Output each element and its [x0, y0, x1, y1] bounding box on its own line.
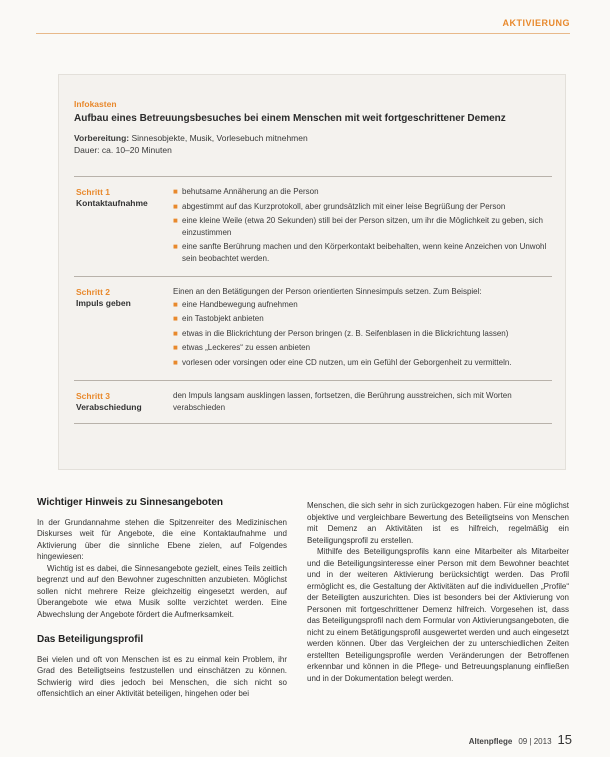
step-heading [74, 381, 171, 423]
step-bullet-text: eine kleine Weile (etwa 20 Sekunden) still bei der Person sitzen, um ihr die Möglichkeit zu geben, sich einzustimmen [182, 216, 543, 237]
duration-line [74, 144, 308, 156]
info-box-label: Infokasten [74, 99, 117, 109]
bullet-icon: ■ [173, 357, 178, 367]
bullet-icon: ■ [173, 299, 178, 309]
step-bullet-text: behutsame Annäherung an die Person [182, 187, 319, 196]
magazine-name: Altenpflege [468, 737, 513, 746]
step-number: Schritt 2 [76, 287, 111, 297]
right-paragraph-1: Menschen, die sich sehr in sich zurückgezogen haben. Für eine möglichst objektive und vergleichbare Bewertung des Beteiligtseins von Menschen mit Demenz an Aktivitäten ist es hilfreich, regelmäßig ein Beteiligungsprofil zu erstellen. [307, 501, 569, 545]
step-name: Verabschiedung [76, 402, 142, 412]
step-heading [74, 177, 171, 276]
issue-label: 09 | 2013 [518, 737, 552, 746]
step-bullet [173, 357, 548, 369]
step-bullet-text: eine sanfte Berührung machen und den Körperkontakt beibehalten, wenn keine Anzeichen von Unwohl sein beobachtet werden. [182, 242, 547, 263]
profile-heading: Das Beteiligungsprofil [37, 634, 144, 645]
step-body [171, 177, 552, 276]
step-row [74, 276, 552, 380]
info-box-meta [74, 132, 308, 156]
left-column [37, 497, 287, 700]
bullet-icon: ■ [173, 242, 178, 251]
step-bullet-text: abgestimmt auf das Kurzprotokoll, aber grundsätzlich mit einer leise Begrüßung der Person [182, 201, 506, 211]
info-box-title: Aufbau eines Betreuungsbesuches bei einem Menschen mit weit fortgeschrittener Demenz [74, 113, 506, 124]
step-bullet-text: etwas in die Blickrichtung der Person bringen (z. B. Seifenblasen in die Blickrichtung lassen) [182, 328, 509, 338]
steps-table [74, 176, 552, 424]
section-tag: AKTIVIERUNG [502, 18, 570, 28]
step-bullet [173, 313, 548, 325]
info-box [58, 74, 566, 470]
step-row [74, 176, 552, 276]
header-rule [36, 33, 570, 34]
step-bullet-text: ein Tastobjekt anbieten [182, 314, 264, 323]
bullet-icon: ■ [173, 314, 178, 323]
step-number: Schritt 3 [76, 391, 111, 401]
step-bullet-text: vorlesen oder vorsingen oder eine CD nutzen, um ein Gefühl der Geborgenheit zu vermitteln. [182, 357, 512, 367]
step-bullet [173, 342, 548, 354]
bullet-icon: ■ [173, 328, 178, 338]
bullet-icon: ■ [173, 216, 178, 225]
step-bullet [173, 201, 548, 213]
preparation-value: Sinnesobjekte, Musik, Vorlesebuch mitnehmen [131, 133, 308, 143]
step-bullet [173, 186, 548, 198]
right-paragraph-2: Mithilfe des Beteiligungsprofils kann eine Mitarbeiter als Mitarbeiter und die Beteiligungsinteresse einer Person mit dem Bewohner beachtet und in der weiteren Aktivierung berücksichtigt werden. Das Profil ermöglicht es, die Gestaltung der Aktivitäten auf die individuellen „Profile“ der Beteiligten auszurichten. Dies ist besonders bei der Aktivierung von Personen mit fortgeschrittener Demenz hilfreich. Vorgesehen ist, dass das Beteiligungsprofil nach dem Formular von Aktivierungsangeboten, die nicht zu einem Betätigungsprofil ausgewertet werden und auch eingesetzt werden können. Über das Vergleichen der zu unterschiedlichen Zeiten erstellten Beteiligungsprofile werden Veränderungen der Betroffenen erkennbar und können in die Pflege- und Betreuungsplanung einfließen und in der Dokumentation belegt werden. [307, 547, 569, 683]
step-body [171, 381, 552, 423]
step-name: Impuls geben [76, 298, 131, 308]
preparation-line [74, 132, 308, 144]
duration-label: Dauer: [74, 145, 100, 155]
step-name: Kontaktaufnahme [76, 198, 148, 208]
step-bullet [173, 328, 548, 340]
preparation-label: Vorbereitung: [74, 133, 130, 143]
step-bullet-text: eine Handbewegung aufnehmen [182, 299, 298, 309]
step-row [74, 380, 552, 424]
hint-heading: Wichtiger Hinweis zu Sinnesangeboten [37, 497, 224, 508]
step-bullet [173, 299, 548, 311]
hint-paragraph-1: In der Grundannahme stehen die Spitzenreiter des Medizinischen Diskurses weit für Angebote, die eine Kontaktaufnahme und Aktivierung über die sinnliche Ebene zielen, auf Folgendes hingewiesen: [37, 517, 287, 561]
profile-paragraph-1: Bei vielen und oft von Menschen ist es zu einmal kein Problem, ihr Grad des Beteiligtseins festzustellen und einschätzen zu können. Schwierig wird dies jedoch bei Menschen, die sich nicht so offensichtlich an einer Aktivität beteiligen, hingehen oder bei [37, 654, 287, 698]
page-footer [469, 732, 572, 747]
duration-value: ca. 10–20 Minuten [101, 145, 172, 155]
step-intro: den Impuls langsam ausklingen lassen, fortsetzen, die Berührung ausstreichen, sich mit Worten verabschieden [173, 391, 512, 412]
step-heading [74, 277, 171, 380]
bullet-icon: ■ [173, 343, 178, 352]
step-bullet [173, 215, 548, 238]
right-column [307, 500, 569, 684]
page-number: 15 [557, 732, 572, 747]
step-bullet [173, 241, 548, 264]
bullet-icon: ■ [173, 187, 178, 196]
step-intro: Einen an den Betätigungen der Person orientierten Sinnesimpuls setzen. Zum Beispiel: [173, 287, 482, 296]
hint-paragraph-2: Wichtig ist es dabei, die Sinnesangebote gezielt, eines Teils zeitlich begrenzt und auf den Bewohner zugeschnitten anzubieten. Möglichst sollen nicht mehrere Reize gleichzeitig eingesetzt werden, auf Überangebote wie etwa Musik sollte verzichtet werden. Eine Abwechslung der Angebote fördert die Aufmerksamkeit. [37, 563, 287, 619]
step-body [171, 277, 552, 380]
bullet-icon: ■ [173, 201, 178, 211]
step-bullet-text: etwas „Leckeres“ zu essen anbieten [182, 343, 311, 352]
step-number: Schritt 1 [76, 187, 111, 197]
